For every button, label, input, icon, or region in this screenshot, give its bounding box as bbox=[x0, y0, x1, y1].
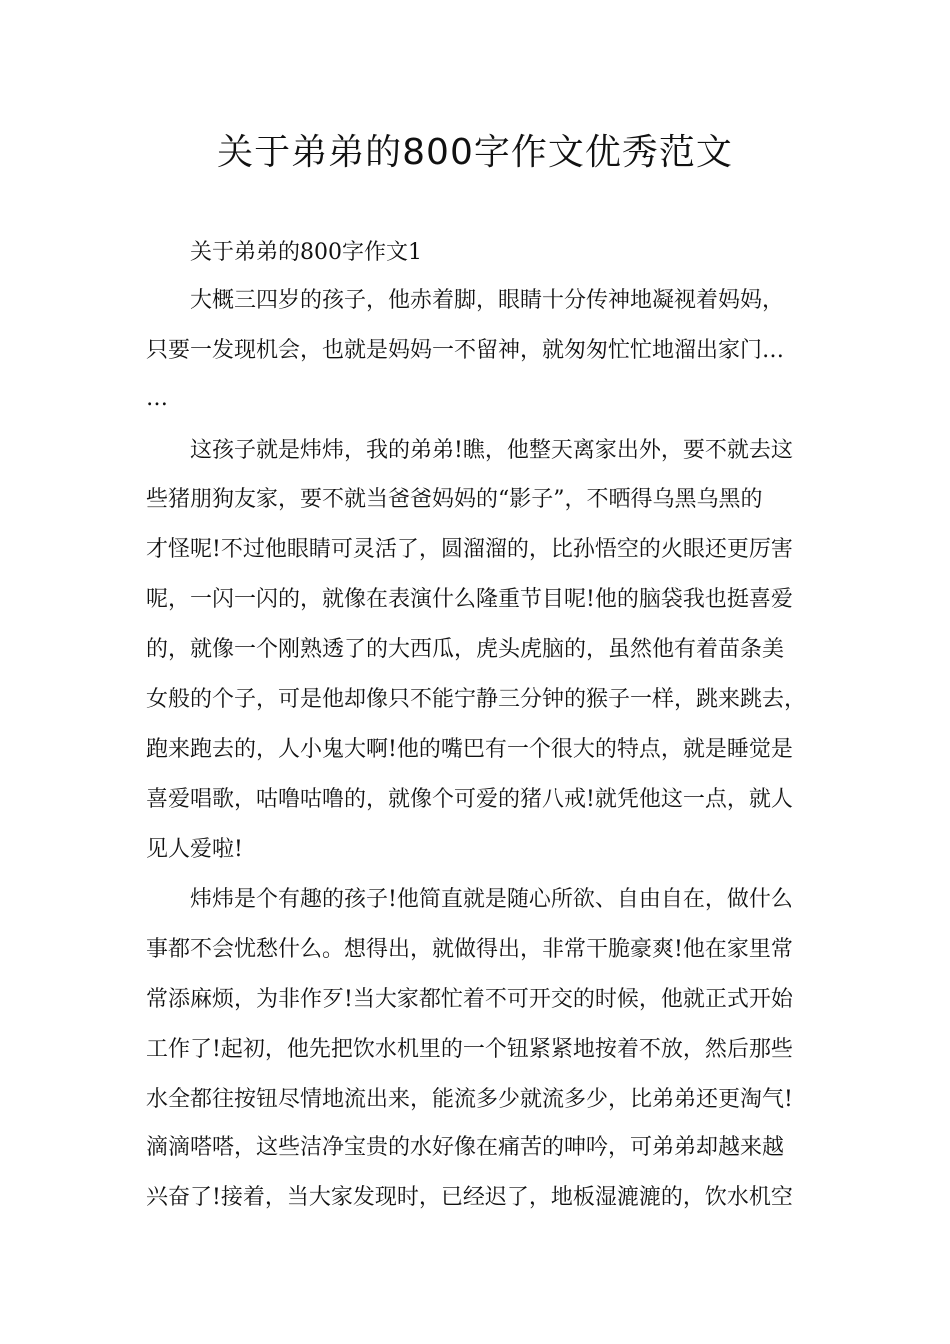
paragraph-line: 兴奋了!接着，当大家发现时，已经迟了，地板湿漉漉的，饮水机空 bbox=[146, 1185, 793, 1210]
paragraph-line: 水全都往按钮尽情地流出来，能流多少就流多少，比弟弟还更淘气! bbox=[146, 1087, 793, 1112]
paragraph-line: 炜炜是个有趣的孩子!他简直就是随心所欲、自由自在，做什么 bbox=[190, 887, 793, 912]
paragraph-line: 只要一发现机会，也就是妈妈一不留神，就匆匆忙忙地溜出家门… bbox=[146, 338, 785, 363]
paragraph-line: 才怪呢!不过他眼睛可灵活了，圆溜溜的，比孙悟空的火眼还更厉害 bbox=[146, 537, 793, 562]
paragraph-line: 这孩子就是炜炜，我的弟弟!瞧，他整天离家出外，要不就去这 bbox=[190, 438, 793, 463]
paragraph-line: 女般的个子，可是他却像只不能宁静三分钟的猴子一样，跳来跳去， bbox=[146, 687, 807, 712]
paragraph-line: 滴滴嗒嗒，这些洁净宝贵的水好像在痛苦的呻吟，可弟弟却越来越 bbox=[146, 1135, 785, 1160]
section-heading: 关于弟弟的800字作文1 bbox=[190, 240, 422, 265]
paragraph-line: 跑来跑去的，人小鬼大啊!他的嘴巴有一个很大的特点，就是睡觉是 bbox=[146, 737, 793, 762]
paragraph-line: … bbox=[146, 386, 168, 411]
paragraph-line: 呢，一闪一闪的，就像在表演什么隆重节目呢!他的脑袋我也挺喜爱 bbox=[146, 587, 793, 612]
paragraph-line: 大概三四岁的孩子，他赤着脚，眼睛十分传神地凝视着妈妈， bbox=[190, 288, 785, 313]
paragraph-line: 见人爱啦! bbox=[146, 837, 243, 862]
paragraph-line: 常添麻烦，为非作歹!当大家都忙着不可开交的时候，他就正式开始 bbox=[146, 987, 793, 1012]
paragraph-line: 事都不会忧愁什么。想得出，就做得出，非常干脆豪爽!他在家里常 bbox=[146, 937, 793, 962]
paragraph-line: 些猪朋狗友家，要不就当爸爸妈妈的“影子”，不晒得乌黑乌黑的 bbox=[146, 487, 763, 512]
document-title: 关于弟弟的800字作文优秀范文 bbox=[217, 132, 733, 173]
paragraph-line: 的，就像一个刚熟透了的大西瓜，虎头虎脑的，虽然他有着苗条美 bbox=[146, 637, 785, 662]
paragraph-line: 工作了!起初，他先把饮水机里的一个钮紧紧地按着不放，然后那些 bbox=[146, 1037, 793, 1062]
paragraph-line: 喜爱唱歌，咕噜咕噜的，就像个可爱的猪八戒!就凭他这一点，就人 bbox=[146, 787, 793, 812]
